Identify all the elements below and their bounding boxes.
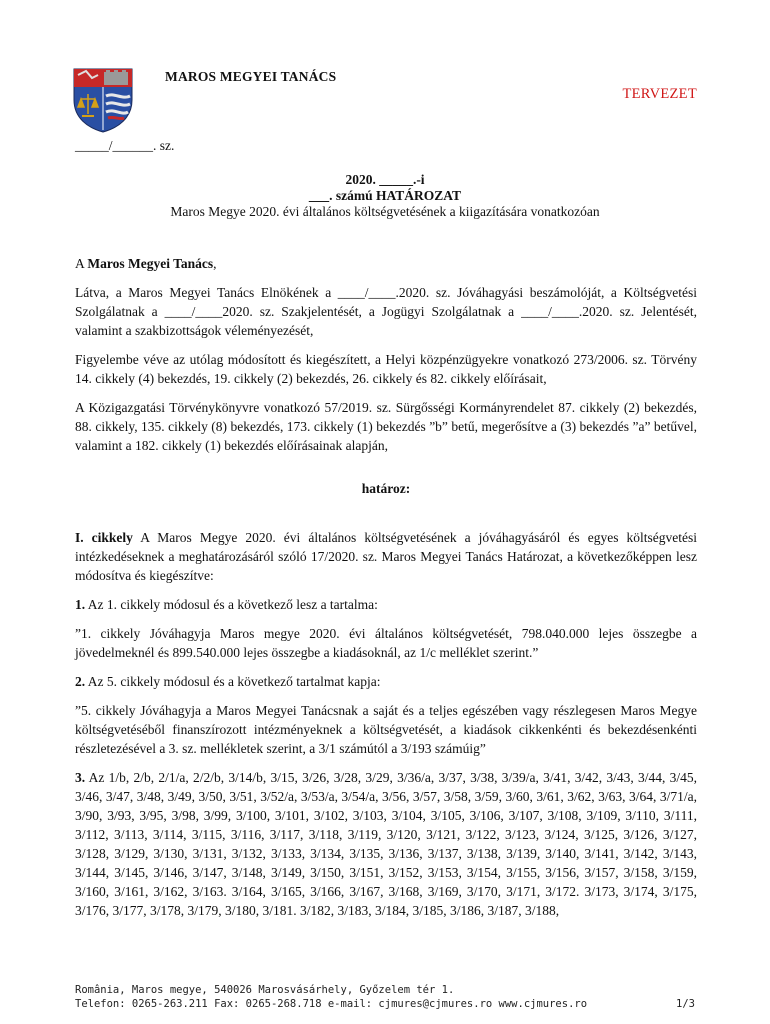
draft-label: TERVEZET [622, 86, 697, 102]
resolution-subject: Maros Megye 2020. évi általános költségvetésének a kiigazítására vonatkozóan [170, 204, 600, 219]
preamble-paragraph-1: Látva, a Maros Megyei Tanács Elnökének a ____/____.2020. sz. Jóváhagyási beszámolóját, a Költségvetési Szolgálatnak a ____/____2020. sz. Szakjelentését, a Jogügyi Szolgálatnak a ____/____.2020. sz. Jelentését, valamint a szakbizottságok véleményezését, [75, 285, 697, 338]
resolution-date: 2020. _____.-i [345, 172, 425, 187]
address-bold: Maros Megyei Tanács [87, 256, 214, 271]
address-prefix: A [75, 256, 88, 271]
address-suffix: , [213, 256, 217, 271]
item-3 [75, 768, 697, 920]
footer-contact: Telefon: 0265-263.211 Fax: 0265-268.718 e-mail: cjmures@cjmures.ro www.cjmures.ro [75, 998, 588, 1010]
item-2-quote: ”5. cikkely Jóváhagyja a Maros Megyei Tanácsnak a saját és a teljes egészében vagy részlegesen Maros Megye költségvetéséből finanszírozott intézményeknek a költségvetését, a kiadások cikkenkénti és bekezdésenkénti részletezésével a 3. sz. mellékletek szerint, a 3/1 számútól a 3/193 számúig” [75, 703, 697, 756]
footer-address: România, Maros megye, 540026 Marosvásárhely, Győzelem tér 1. [75, 984, 455, 996]
item-1 [75, 595, 697, 614]
article-1-text: A Maros Megye 2020. évi általános költségvetésének a jóváhagyásáról és egyes költségvetési intézkedéseknek a meghatározásáról szóló 17/2020. sz. Maros Megyei Tanács Határozat, a következőképpen lesz módosítva és kiegészítve: [75, 530, 697, 583]
item-1-quote: ”1. cikkely Jóváhagyja Maros megye 2020. évi általános költségvetését, 798.040.000 lejes összegbe a jövedelmeknél és 899.540.000 lejes összegbe a kiadásoknál, az 1/c melléklet szerint.” [75, 626, 697, 660]
page-number: 1/3 [676, 998, 695, 1010]
preamble-paragraph-2: Figyelembe véve az utólag módosított és kiegészített, a Helyi közpénzügyekre vonatkozó 273/2006. sz. Törvény 14. cikkely (4) bekezdés, 19. cikkely (2) bekezdés, 26. cikkely és 82. cikkely előírásait, [75, 352, 697, 386]
article-1-label: I. cikkely [75, 530, 133, 545]
registration-number: _____/______. sz. [75, 138, 175, 153]
item-2 [75, 672, 697, 691]
item-1-text: Az 1. cikkely módosul és a következő lesz a tartalma: [85, 597, 378, 612]
item-1-label: 1. [75, 597, 86, 612]
council-name: MAROS MEGYEI TANÁCS [165, 69, 337, 84]
preamble-paragraph-3: A Közigazgatási Törvénykönyvre vonatkozó 57/2019. sz. Sürgősségi Kormányrendelet 87. cikkely (2) bekezdés, 88. cikkely, 135. cikkely (8) bekezdés, 173. cikkely (1) bekezdés ”b” betű, megerősítve a (3) bekezdés ”a” betűvel, valamint a 182. cikkely (1) bekezdés előírásainak alapján, [75, 400, 697, 453]
article-1 [75, 528, 697, 930]
preamble [75, 254, 697, 465]
item-3-label: 3. [75, 770, 86, 785]
article-1-intro [75, 528, 697, 585]
decides-heading: határoz: [361, 481, 411, 496]
council-address [75, 254, 697, 273]
resolution-title: ___. számú HATÁROZAT [308, 188, 462, 203]
item-3-text: Az 1/b, 2/b, 2/1/a, 2/2/b, 3/14/b, 3/15, 3/26, 3/28, 3/29, 3/36/a, 3/37, 3/38, 3/39/a, 3/41, 3/42, 3/43, 3/44, 3/45, 3/46, 3/47, 3/48, 3/49, 3/50, 3/51, 3/52/a, 3/53/a, 3/54/a, 3/56, 3/57, 3/58, 3/59, 3/60, 3/61, 3/62, 3/63, 3/64, 3/71/a, 3/90, 3/93, 3/95, 3/98, 3/99, 3/100, 3/101, 3/102, 3/103, 3/104, 3/105, 3/106, 3/107, 3/108, 3/109, 3/110, 3/111, 3/112, 3/113, 3/114, 3/115, 3/116, 3/117, 3/118, 3/119, 3/120, 3/121, 3/122, 3/123, 3/124, 3/125, 3/126, 3/127, 3/128, 3/129, 3/130, 3/131, 3/132, 3/133, 3/134, 3/135, 3/136, 3/137, 3/138, 3/139, 3/140, 3/141, 3/142, 3/143, 3/144, 3/145, 3/146, 3/147, 3/148, 3/149, 3/150, 3/151, 3/152, 3/153, 3/154, 3/155, 3/156, 3/157, 3/158, 3/159, 3/160, 3/161, 3/162, 3/163. 3/164, 3/165, 3/166, 3/167, 3/168, 3/169, 3/170, 3/171, 3/172. 3/173, 3/174, 3/175, 3/176, 3/177, 3/178, 3/179, 3/180, 3/181. 3/182, 3/183, 3/184, 3/185, 3/186, 3/187, 3/188, [75, 770, 697, 918]
item-2-text: Az 5. cikkely módosul és a következő tartalmat kapja: [85, 674, 381, 689]
item-2-label: 2. [75, 674, 86, 689]
footer [75, 983, 695, 1011]
coat-of-arms-icon [70, 66, 136, 134]
